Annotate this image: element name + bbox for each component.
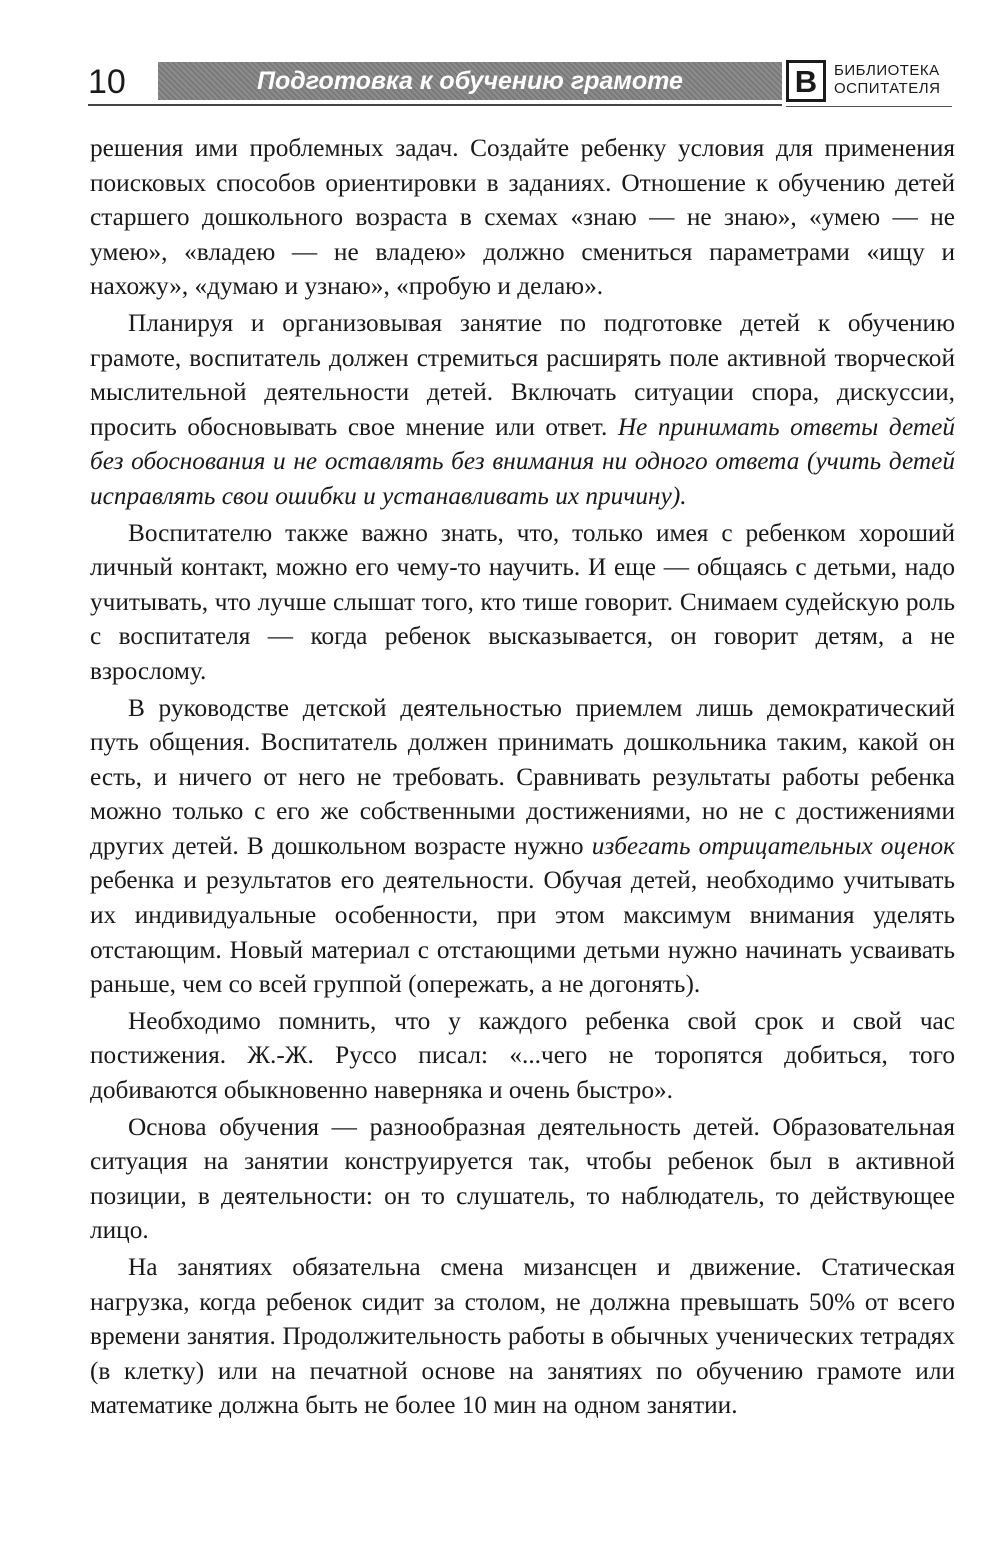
body-paragraph-1 (90, 131, 955, 304)
header-rule (88, 104, 782, 106)
body-paragraph-3 (90, 516, 955, 689)
emphasized-text: Не принимать ответы детей без обоснования и не оставлять без внимания ни одного ответа (учить детей исправлять свои ошибки и устанавливать их причину). (90, 412, 955, 510)
paragraph-text: На занятиях обязательна смена мизансцен и движение. Статическая нагрузка, когда ребенок сидит за столом, не должна превышать 50% от всего времени занятия. Продолжительность работы в обычных ученических тетрадях (в клетку) или на печатной основе на занятиях по обучению грамоте или математике должна быть не более 10 мин на одном занятии. (90, 1253, 955, 1420)
body-paragraph-6 (90, 1110, 955, 1248)
body-paragraph-2 (90, 306, 955, 514)
emphasized-text: избегать отрицательных оценок (591, 831, 955, 860)
paragraph-text: Воспитателю также важно знать, что, только имея с ребенком хороший личный контакт, можно его чему-то научить. И еще — общаясь с детьми, надо учитывать, что лучше слышат того, кто тише говорит. Снимаем судейскую роль с воспитателя — когда ребенок высказывается, он говорит детям, а не взрослому. (90, 518, 955, 685)
series-logo-line2: ОСПИТАТЕЛЯ (834, 80, 941, 97)
page-body (90, 131, 955, 1423)
series-logo-letter: В (786, 60, 826, 102)
body-paragraph-7 (90, 1250, 955, 1423)
series-logo-text (834, 62, 940, 98)
page-header (88, 58, 954, 108)
series-logo-line1: БИБЛИОТЕКА (834, 62, 940, 79)
paragraph-text: ребенка и результатов его деятельности. Обучая детей, необходимо учитывать их индивидуальные особенности, при этом максимум внимания уделять отстающим. Новый материал с отстающими детьми нужно начинать усваивать раньше, чем со всей группой (опережать, а не догонять). (90, 866, 955, 999)
paragraph-text: Планируя и организовывая занятие по подготовке детей к обучению грамоте, воспитатель должен стремиться расширять поле активной творческой мыслительной деятельности детей. Включать ситуации спора, дискуссии, просить обосновывать свое мнение или ответ. (90, 308, 955, 441)
body-paragraph-5 (90, 1004, 955, 1108)
paragraph-text: В руководстве детской деятельностью приемлем лишь демократический путь общения. Воспитатель должен принимать дошкольника таким, какой он есть, и ничего от него не требовать. Сравнивать результаты работы ребенка можно только с его же собственными достижениями, но не с достижениями других детей. В дошкольном возрасте нужно (90, 693, 955, 860)
paragraph-text: решения ими проблемных задач. Создайте ребенку условия для применения поисковых способов ориентировки в заданиях. Отношение к обучению детей старшего дошкольного возраста в схемах «знаю — не знаю», «умею — не умею», «владею — не владею» должно смениться параметрами «ищу и нахожу», «думаю и узнаю», «пробую и делаю». (90, 134, 955, 301)
series-logo-underline (786, 106, 952, 107)
series-logo (786, 58, 954, 108)
body-paragraph-4 (90, 691, 955, 1002)
chapter-title-bar (158, 62, 782, 100)
paragraph-text: Основа обучения — разнообразная деятельность детей. Образовательная ситуация на занятии конструируется так, чтобы ребенок был в активной позиции, в деятельности: он то слушатель, то наблюдатель, то действующее лицо. (90, 1112, 955, 1245)
paragraph-text: Необходимо помнить, что у каждого ребенка свой срок и свой час постижения. Ж.-Ж. Руссо писал: «...чего не торопятся добиться, того добиваются обыкновенно наверняка и очень быстро». (90, 1006, 955, 1105)
chapter-title: Подготовка к обучению грамоте (257, 67, 683, 95)
page-number: 10 (88, 63, 126, 101)
